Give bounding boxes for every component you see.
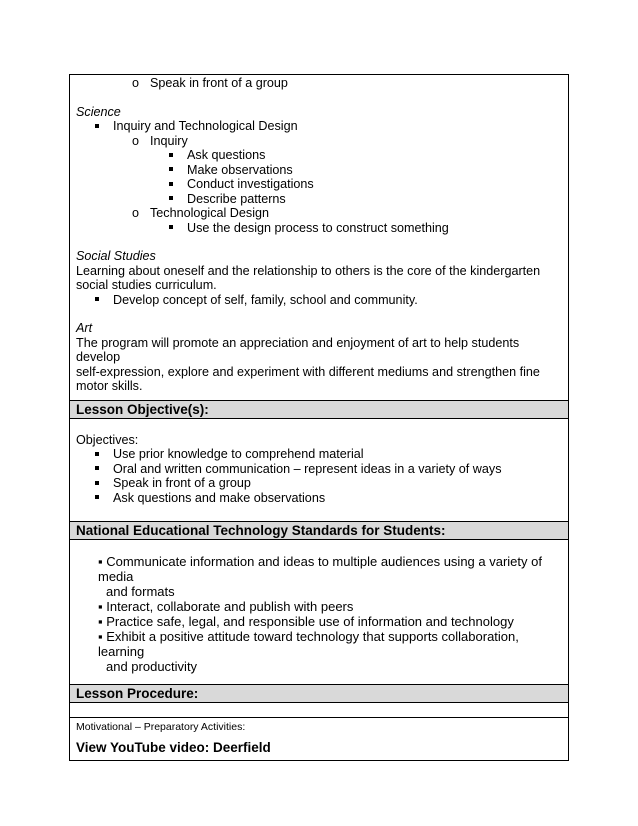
list-item: Use prior knowledge to comprehend material — [76, 447, 562, 462]
list-item: ▪ Communicate information and ideas to multiple audiences using a variety of media and formats — [98, 554, 542, 599]
objectives-intro: Objectives: — [76, 432, 139, 447]
square-bullet-icon — [169, 196, 173, 200]
square-bullet-icon — [95, 495, 99, 499]
small-square-bullet-icon: ▪ — [98, 629, 103, 644]
square-bullet-icon — [95, 481, 99, 485]
social-studies-text: Learning about oneself and the relationship to others is the core of the kindergarten — [76, 263, 541, 278]
square-bullet-icon — [169, 225, 173, 229]
art-text: The program will promote an appreciation and enjoyment of art to help students develop — [76, 335, 520, 364]
list-item: Speak in front of a group — [76, 476, 562, 491]
list-item: Make observations — [76, 163, 562, 178]
lesson-plan-table — [69, 74, 569, 761]
list-item: ▪ Exhibit a positive attitude toward technology that supports collaboration, learning and productivity — [98, 629, 519, 674]
list-item: Use the design process to construct something — [76, 221, 562, 236]
lesson-objectives-header: Lesson Objective(s): — [70, 400, 568, 418]
list-item: ▪ Practice safe, legal, and responsible use of information and technology — [98, 614, 514, 629]
list-item: Oral and written communication – represent ideas in a variety of ways — [76, 462, 562, 477]
list-item: Develop concept of self, family, school and community. — [76, 293, 562, 308]
hollow-bullet-icon: o — [132, 133, 140, 148]
square-bullet-icon — [169, 182, 173, 186]
list-item: Conduct investigations — [76, 177, 562, 192]
small-square-bullet-icon: ▪ — [98, 554, 103, 569]
square-bullet-icon — [95, 452, 99, 456]
list-item: o Speak in front of a group — [132, 76, 288, 90]
motivational-label: Motivational – Preparatory Activities: — [76, 721, 246, 733]
hollow-bullet-icon: o — [132, 76, 140, 90]
science-heading: Science — [76, 104, 121, 119]
square-bullet-icon — [95, 124, 99, 128]
procedure-cell — [70, 717, 568, 760]
list-item: Describe patterns — [76, 192, 562, 207]
nets-header: National Educational Technology Standards for Students: — [70, 521, 568, 539]
hollow-bullet-icon: o — [132, 206, 140, 220]
social-studies-heading: Social Studies — [76, 249, 156, 263]
square-bullet-icon — [169, 153, 173, 157]
list-item: o Inquiry — [132, 133, 188, 148]
art-text: self-expression, explore and experiment with different mediums and strengthen fine — [76, 364, 540, 379]
list-item: Ask questions — [76, 148, 562, 163]
list-item: ▪ Interact, collaborate and publish with peers — [98, 599, 354, 614]
small-square-bullet-icon: ▪ — [98, 614, 103, 629]
lesson-procedure-header: Lesson Procedure: — [70, 684, 568, 702]
nets-cell — [70, 539, 568, 684]
square-bullet-icon — [95, 466, 99, 470]
standards-cell — [70, 75, 568, 400]
objectives-cell — [70, 418, 568, 522]
square-bullet-icon — [169, 167, 173, 171]
empty-row — [70, 702, 568, 717]
list-item: Inquiry and Technological Design — [76, 119, 562, 134]
art-heading: Art — [76, 321, 93, 335]
square-bullet-icon — [95, 297, 99, 301]
video-title: View YouTube video: Deerfield — [76, 740, 271, 755]
small-square-bullet-icon: ▪ — [98, 599, 103, 614]
list-item: o Technological Design — [132, 206, 270, 220]
art-text: motor skills. — [76, 379, 143, 393]
social-studies-text: social studies curriculum. — [76, 278, 217, 292]
list-item: Ask questions and make observations — [76, 491, 562, 506]
